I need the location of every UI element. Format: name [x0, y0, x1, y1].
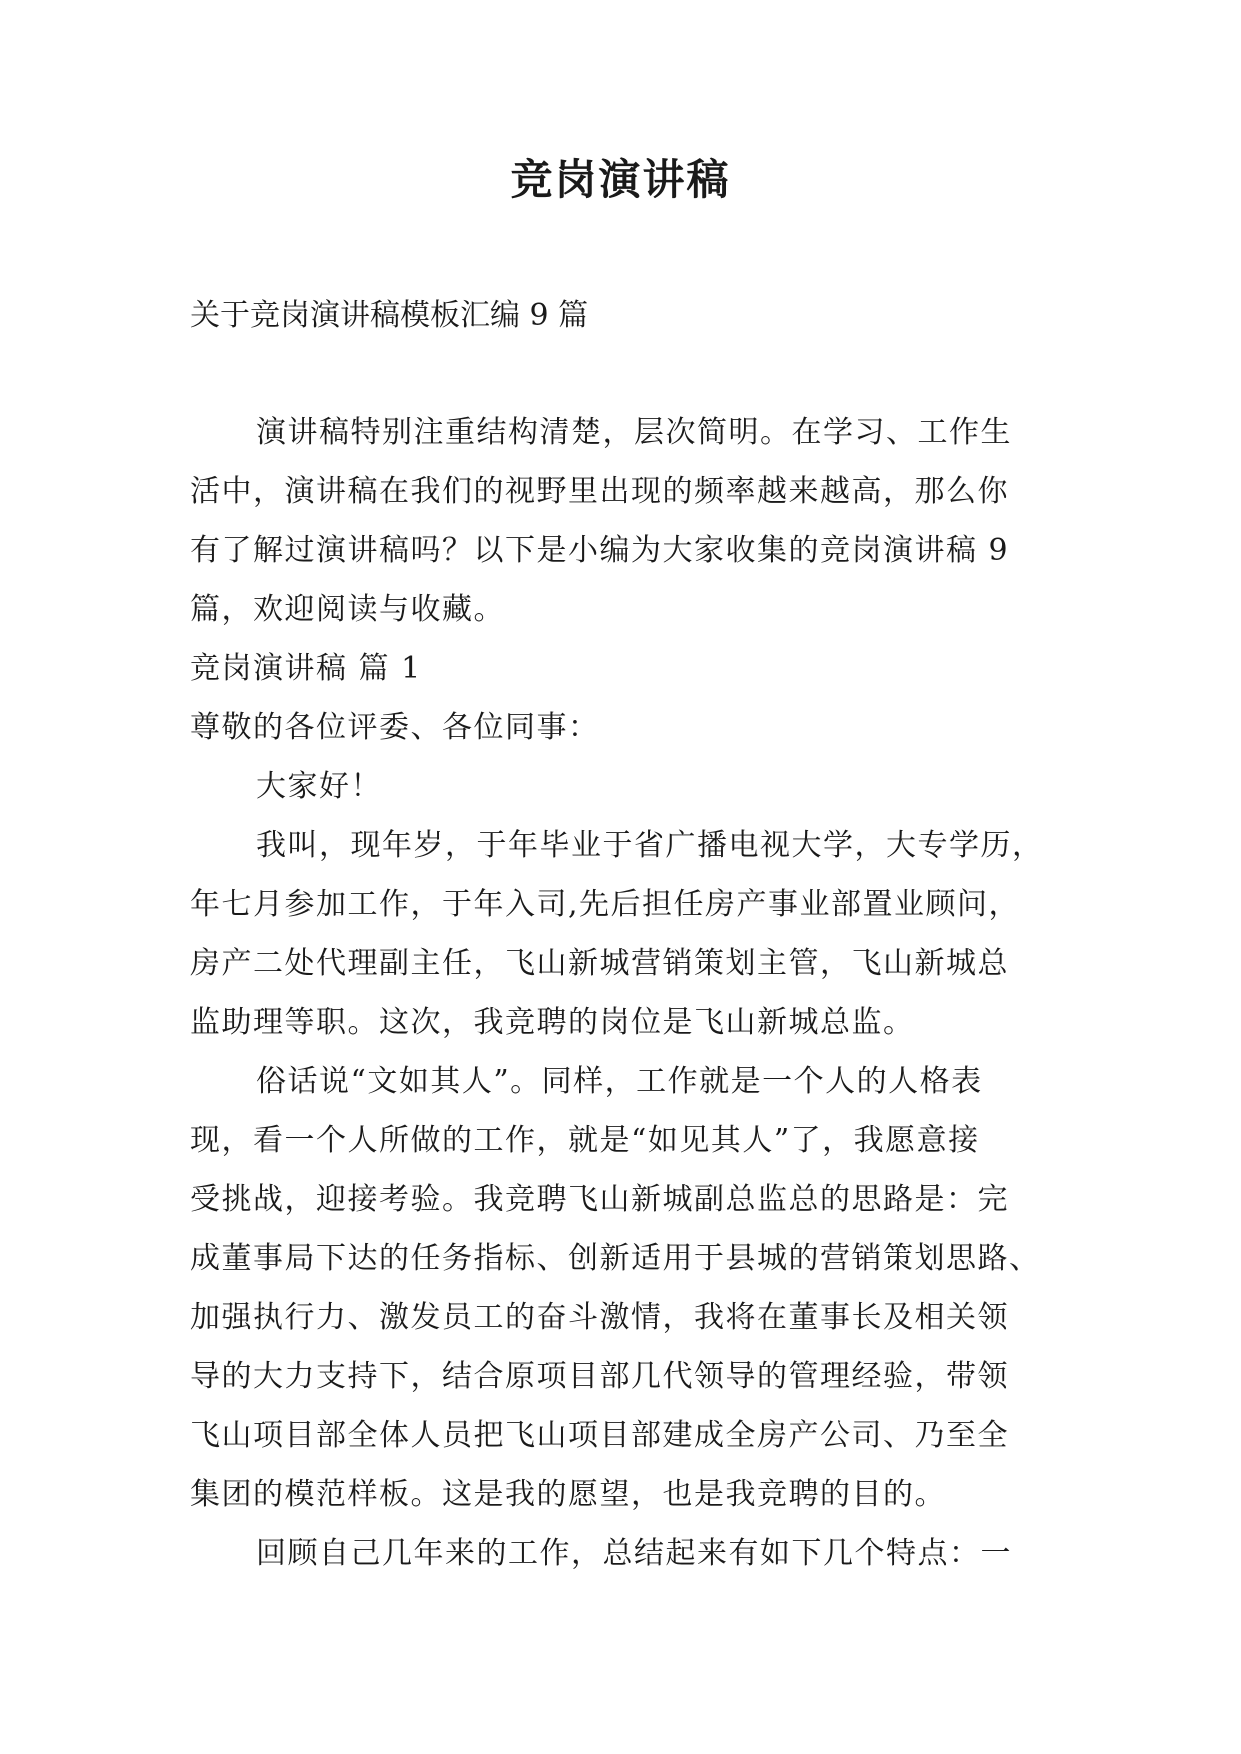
text-line: 加强执行力、激发员工的奋斗激情，我将在董事长及相关领 [190, 1300, 1009, 1335]
text-line: 活中，演讲稿在我们的视野里出现的频率越来越高，那么你 [190, 474, 1009, 509]
text-line: 年七月参加工作，于年入司,先后担任房产事业部置业顾问， [190, 887, 1021, 922]
document-title: 竞岗演讲稿 [510, 155, 731, 204]
text-line: 有了解过演讲稿吗？以下是小编为大家收集的竞岗演讲稿 9 [190, 533, 1010, 568]
text-line: 受挑战，迎接考验。我竞聘飞山新城副总监总的思路是：完 [190, 1182, 1009, 1217]
text-line: 大家好！ [256, 769, 382, 804]
text-line: 演讲稿特别注重结构清楚，层次简明。在学习、工作生 [256, 415, 1012, 450]
text-line: 尊敬的各位评委、各位同事： [190, 710, 600, 745]
text-line: 回顾自己几年来的工作，总结起来有如下几个特点：一 [256, 1536, 1012, 1571]
document-body [190, 403, 1060, 1583]
text-line: 集团的模范样板。这是我的愿望，也是我竞聘的目的。 [190, 1477, 946, 1512]
text-line: 导的大力支持下，结合原项目部几代领导的管理经验，带领 [190, 1359, 1009, 1394]
document-subtitle: 关于竞岗演讲稿模板汇编 9 篇 [190, 298, 589, 333]
text-line: 现，看一个人所做的工作，就是“如见其人”了，我愿意接 [190, 1123, 980, 1158]
text-line: 竞岗演讲稿 篇 1 [190, 651, 422, 686]
text-line: 成董事局下达的任务指标、创新适用于县城的营销策划思路、 [190, 1241, 1041, 1276]
text-line: 监助理等职。这次，我竞聘的岗位是飞山新城总监。 [190, 1005, 915, 1040]
text-line: 我叫，现年岁，于年毕业于省广播电视大学，大专学历， [256, 828, 1044, 863]
text-line: 俗话说“文如其人”。同样，工作就是一个人的人格表 [256, 1064, 983, 1099]
text-line: 房产二处代理副主任，飞山新城营销策划主管，飞山新城总 [190, 946, 1009, 981]
text-line: 篇，欢迎阅读与收藏。 [190, 592, 505, 627]
text-line: 飞山项目部全体人员把飞山项目部建成全房产公司、乃至全 [190, 1418, 1009, 1453]
